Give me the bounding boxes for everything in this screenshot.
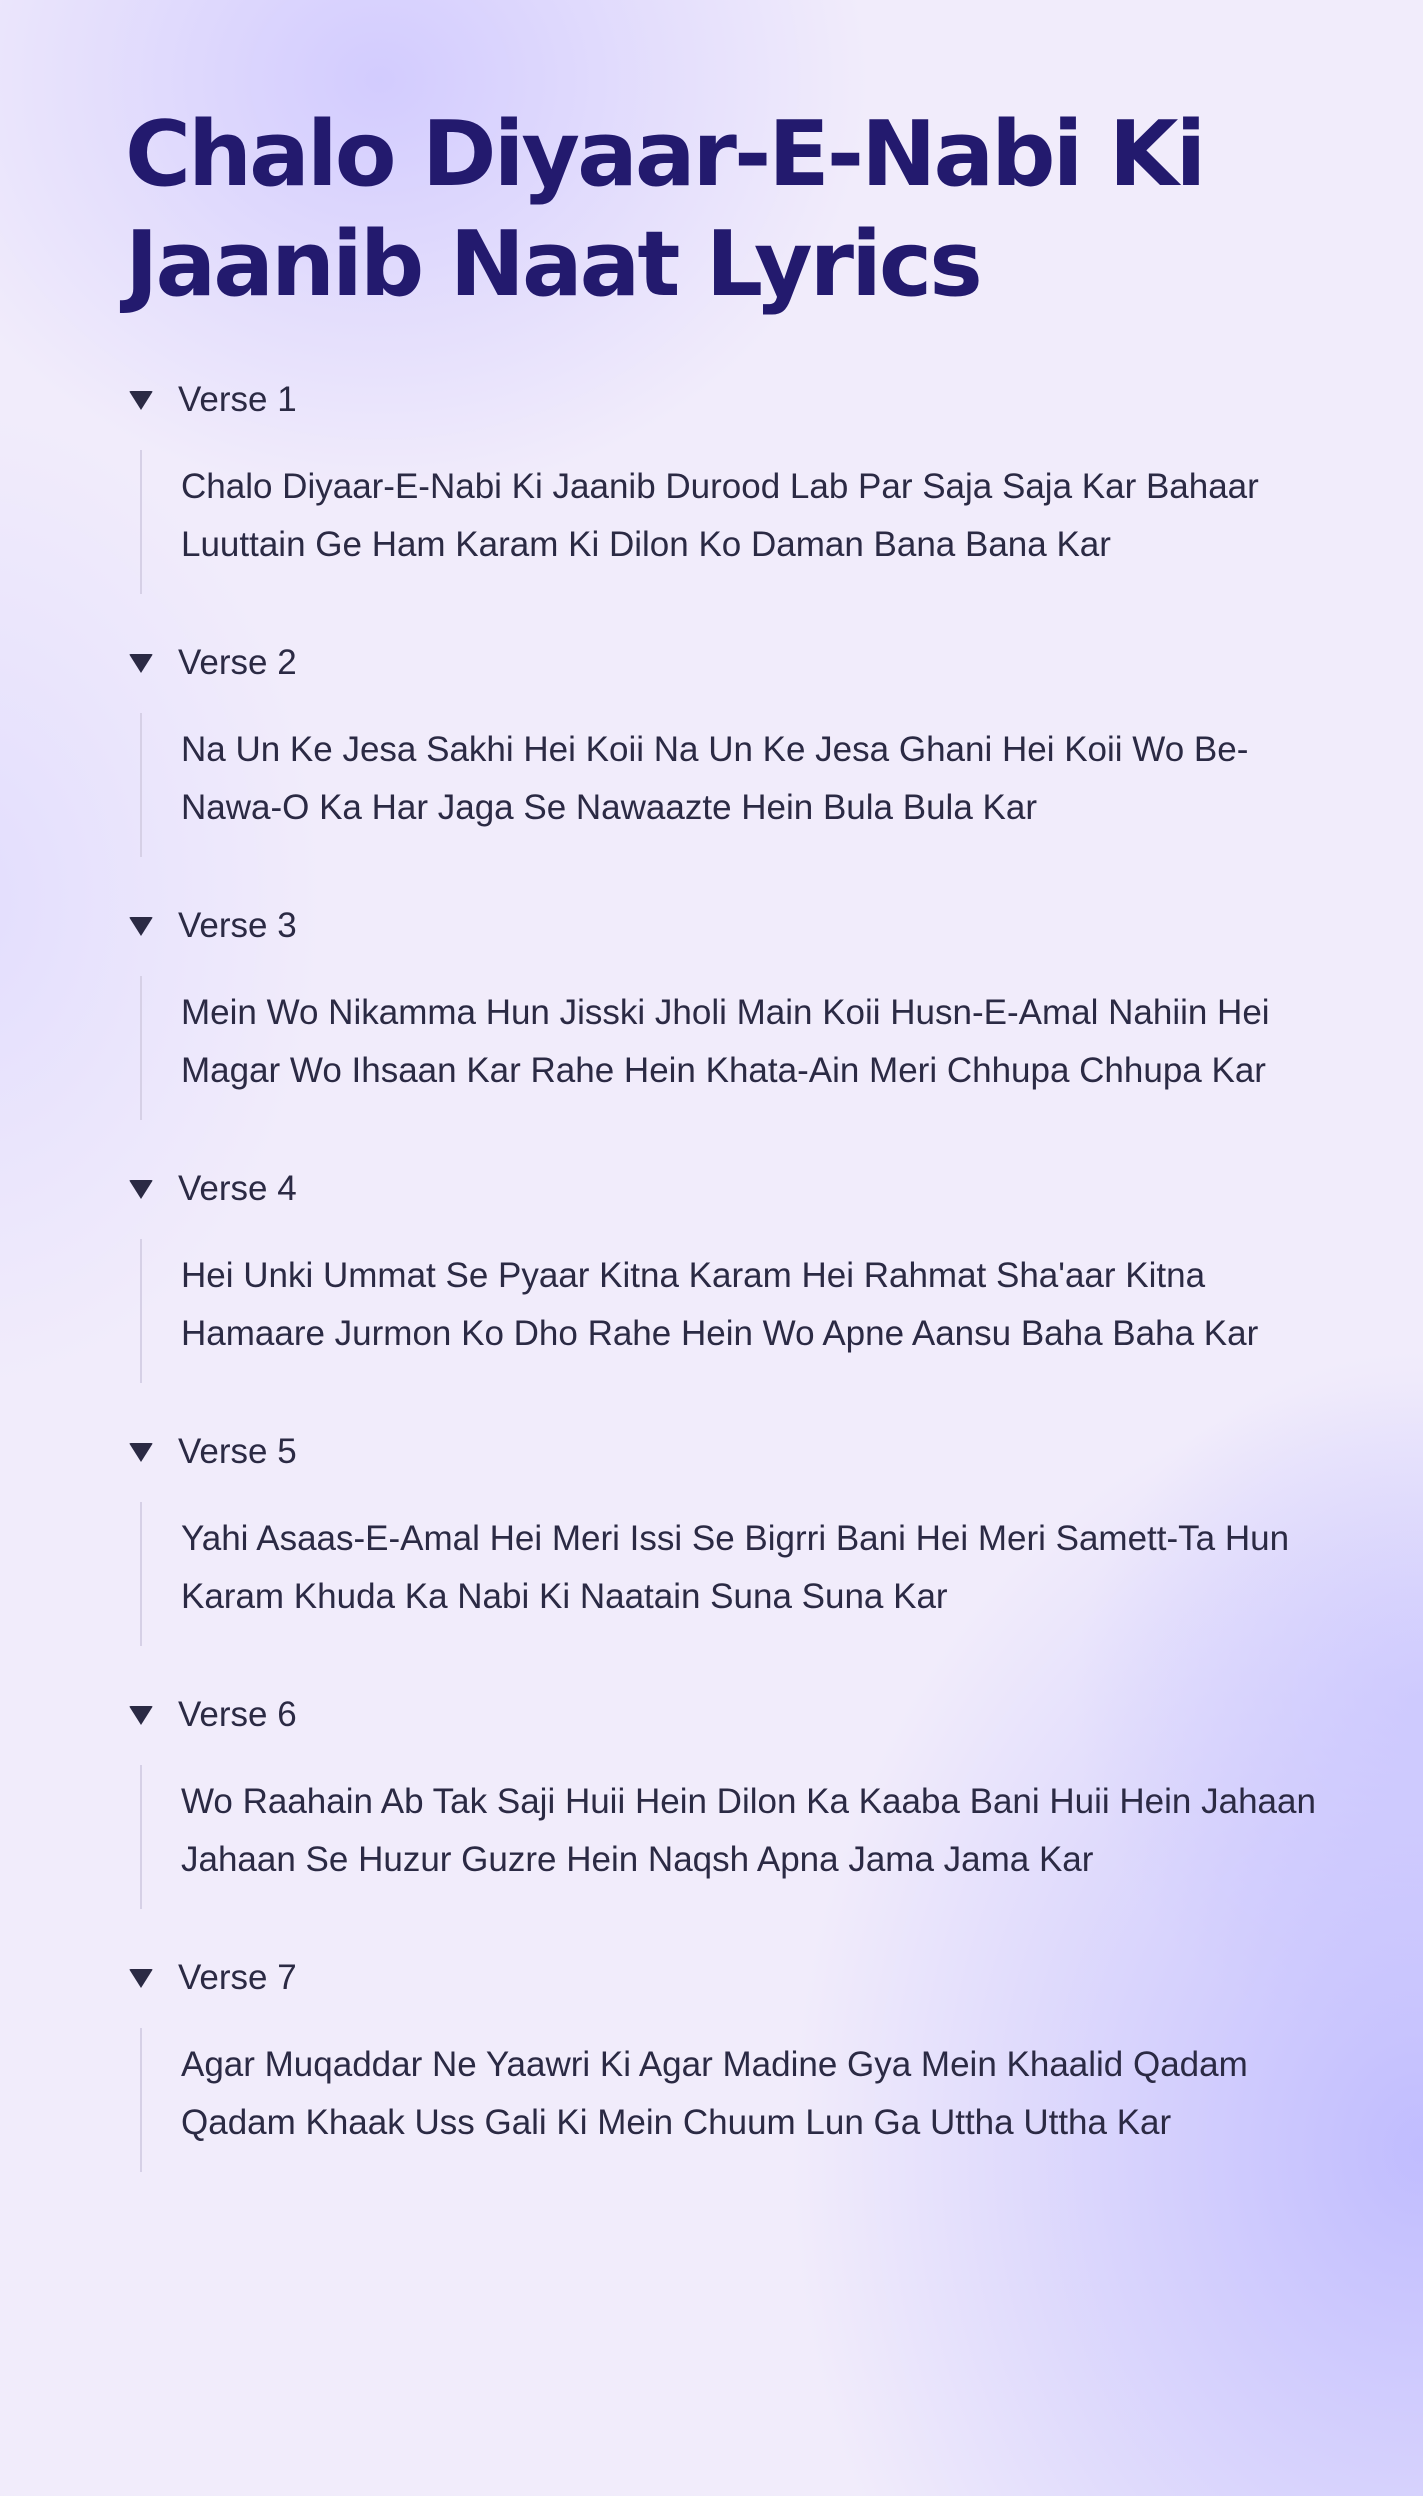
verse-text: Chalo Diyaar-E-Nabi Ki Jaanib Durood Lab Par Saja Saja Kar Bahaar Luuttain Ge Ham Karam Ki Dilon Ko Daman Bana Bana Kar xyxy=(181,467,1259,564)
verse-label: Verse 2 xyxy=(178,643,297,682)
verse-toggle-5[interactable] xyxy=(125,1432,1345,1472)
verse-label: Verse 3 xyxy=(178,906,297,945)
verse-body xyxy=(140,450,1345,594)
verse-toggle-3[interactable] xyxy=(125,906,1345,946)
verse-section-4 xyxy=(125,1169,1345,1383)
verse-text: Hei Unki Ummat Se Pyaar Kitna Karam Hei Rahmat Sha'aar Kitna Hamaare Jurmon Ko Dho Rahe Hein Wo Apne Aansu Baha Baha Kar xyxy=(181,1256,1259,1353)
triangle-down-icon xyxy=(129,1706,153,1725)
triangle-down-icon xyxy=(129,654,153,673)
verse-body xyxy=(140,1765,1345,1909)
verse-section-2 xyxy=(125,643,1345,857)
page-content xyxy=(125,100,1345,2221)
verse-label: Verse 5 xyxy=(178,1432,297,1471)
verse-body xyxy=(140,1239,1345,1383)
verse-section-7 xyxy=(125,1958,1345,2172)
verse-section-1 xyxy=(125,380,1345,594)
triangle-down-icon xyxy=(129,1443,153,1462)
verse-text: Mein Wo Nikamma Hun Jisski Jholi Main Koii Husn-E-Amal Nahiin Hei Magar Wo Ihsaan Kar Rahe Hein Khata-Ain Meri Chhupa Chhupa Kar xyxy=(181,993,1270,1090)
verse-toggle-2[interactable] xyxy=(125,643,1345,683)
verse-section-6 xyxy=(125,1695,1345,1909)
verse-text: Yahi Asaas-E-Amal Hei Meri Issi Se Bigrri Bani Hei Meri Samett-Ta Hun Karam Khuda Ka Nabi Ki Naatain Suna Suna Kar xyxy=(181,1519,1290,1616)
page-title: Chalo Diyaar-E-Nabi Ki Jaanib Naat Lyrics xyxy=(125,102,1204,317)
verse-toggle-7[interactable] xyxy=(125,1958,1345,1998)
verse-body xyxy=(140,2028,1345,2172)
verse-text: Wo Raahain Ab Tak Saji Huii Hein Dilon Ka Kaaba Bani Huii Hein Jahaan Jahaan Se Huzur Guzre Hein Naqsh Apna Jama Jama Kar xyxy=(181,1782,1316,1879)
verse-body xyxy=(140,976,1345,1120)
verse-list xyxy=(125,380,1345,2172)
verse-body xyxy=(140,1502,1345,1646)
verse-section-5 xyxy=(125,1432,1345,1646)
triangle-down-icon xyxy=(129,1969,153,1988)
verse-text: Agar Muqaddar Ne Yaawri Ki Agar Madine Gya Mein Khaalid Qadam Qadam Khaak Uss Gali Ki Mein Chuum Lun Ga Uttha Uttha Kar xyxy=(181,2045,1248,2142)
triangle-down-icon xyxy=(129,1180,153,1199)
verse-text: Na Un Ke Jesa Sakhi Hei Koii Na Un Ke Jesa Ghani Hei Koii Wo Be-Nawa-O Ka Har Jaga Se Nawaazte Hein Bula Bula Kar xyxy=(181,730,1249,827)
verse-section-3 xyxy=(125,906,1345,1120)
verse-toggle-4[interactable] xyxy=(125,1169,1345,1209)
verse-label: Verse 7 xyxy=(178,1958,297,1997)
triangle-down-icon xyxy=(129,391,153,410)
verse-toggle-1[interactable] xyxy=(125,380,1345,420)
verse-toggle-6[interactable] xyxy=(125,1695,1345,1735)
triangle-down-icon xyxy=(129,917,153,936)
verse-label: Verse 6 xyxy=(178,1695,297,1734)
verse-body xyxy=(140,713,1345,857)
verse-label: Verse 4 xyxy=(178,1169,297,1208)
verse-label: Verse 1 xyxy=(178,380,297,419)
